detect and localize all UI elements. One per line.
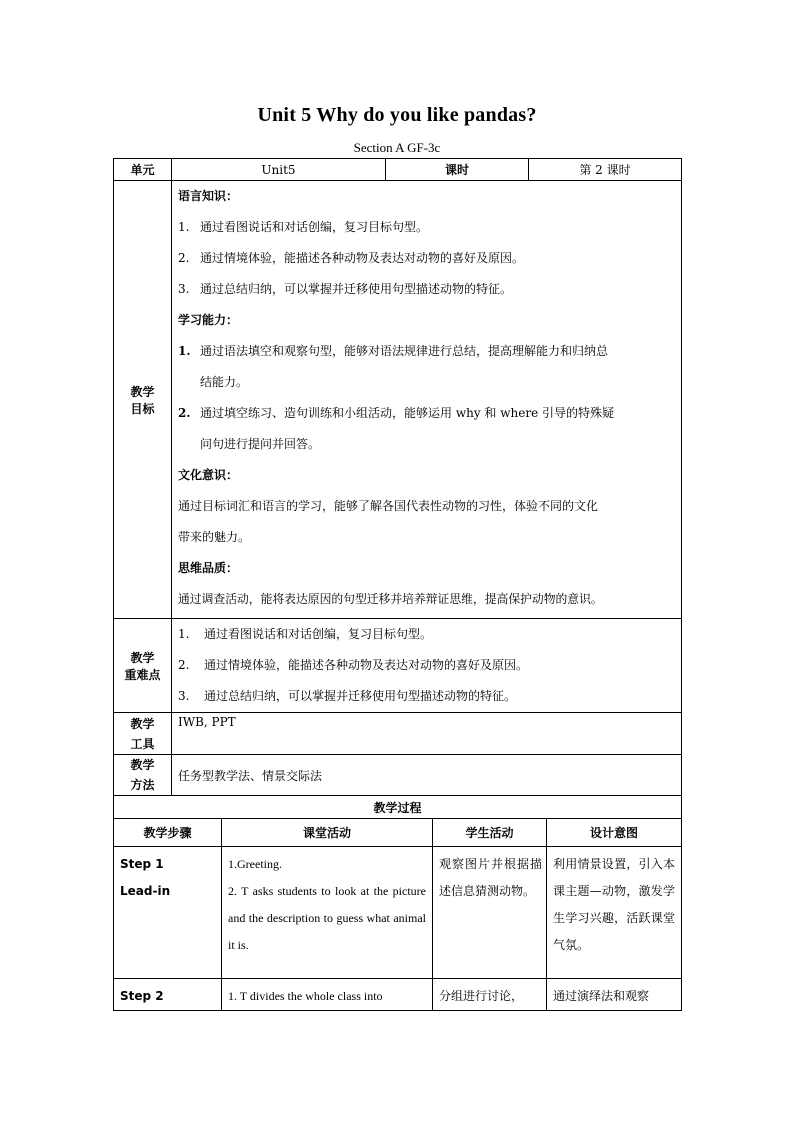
process-columns-row [114,819,682,847]
key-point-item: 2. 通过情境体验，能描述各种动物及表达对动物的喜好及原因。 [178,658,529,672]
period-value: 第 2 课时 [529,159,682,181]
student-cell: 观察图片并根据描述信息猜测动物。 [433,847,547,979]
thinking-text: 通过调查活动，能将表达原因的句型迁移并培养辩证思维，提高保护动物的意识。 [178,592,603,606]
unit-value: Unit5 [172,159,386,181]
language-item: 1. 通过看图说话和对话创编，复习目标句型。 [178,220,429,234]
lesson-plan-table [113,158,682,796]
column-header-activity: 课堂活动 [222,819,433,847]
key-point-item: 1. 通过看图说话和对话创编，复习目标句型。 [178,627,433,641]
column-header-student: 学生活动 [433,819,547,847]
methods-row [114,755,682,796]
objectives-label: 教学 目标 [114,181,172,619]
key-points-label: 教学 重难点 [114,619,172,713]
process-heading: 教学过程 [114,796,682,819]
document-subtitle: Section A GF-3c [353,140,441,155]
language-item: 2. 通过情境体验，能描述各种动物及表达对动物的喜好及原因。 [178,251,525,265]
activity-cell: 1.Greeting. 2. T asks students to look at the picture and the description to guess what animal it is. [222,847,433,979]
language-heading: 语言知识： [178,189,239,203]
methods-label: 教学 方法 [114,755,172,796]
student-cell: 分组进行讨论， [433,979,547,1011]
table-row [114,979,682,1011]
culture-heading: 文化意识： [178,468,239,482]
ability-heading: 学习能力： [178,313,239,327]
column-header-intent: 设计意图 [547,819,682,847]
period-label: 课时 [386,159,529,181]
process-table [113,795,682,1011]
key-points-content [172,619,682,713]
thinking-heading: 思维品质： [178,561,239,575]
culture-text-continued: 带来的魅力。 [178,530,251,544]
culture-text: 通过目标词汇和语言的学习，能够了解各国代表性动物的习性，体验不同的文化 [178,499,599,513]
document-title: Unit 5 Why do you like pandas? [257,104,537,126]
language-item: 3. 通过总结归纳，可以掌握并迁移使用句型描述动物的特征。 [178,282,513,296]
ability-item: 1. 通过语法填空和观察句型，能够对语法规律进行总结，提高理解能力和归纳总 [178,344,609,358]
tools-row [114,713,682,755]
step-cell: Step 2 [114,979,222,1011]
tools-value: IWB, PPT [172,713,682,755]
tools-label: 教学 工具 [114,713,172,755]
methods-value: 任务型教学法、情景交际法 [172,755,682,796]
ability-item-continued: 结能力。 [200,375,249,389]
activity-cell: 1. T divides the whole class into [222,979,433,1011]
unit-label: 单元 [114,159,172,181]
intent-cell: 通过演绎法和观察 [547,979,682,1011]
process-heading-row [114,796,682,819]
key-points-row [114,619,682,713]
key-point-item: 3. 通过总结归纳，可以掌握并迁移使用句型描述动物的特征。 [178,689,517,703]
intent-cell: 利用情景设置，引入本课主题—动物，激发学生学习兴趣，活跃课堂气氛。 [547,847,682,979]
objectives-row [114,181,682,619]
column-header-step: 教学步骤 [114,819,222,847]
objectives-content [172,181,682,619]
ability-item-continued: 问句进行提问并回答。 [200,437,321,451]
ability-item: 2. 通过填空练习、造句训练和小组活动，能够运用 why 和 where 引导的特殊疑 [178,406,614,420]
table-row [114,847,682,979]
step-cell: Step 1 Lead-in [114,847,222,979]
header-row [114,159,682,181]
